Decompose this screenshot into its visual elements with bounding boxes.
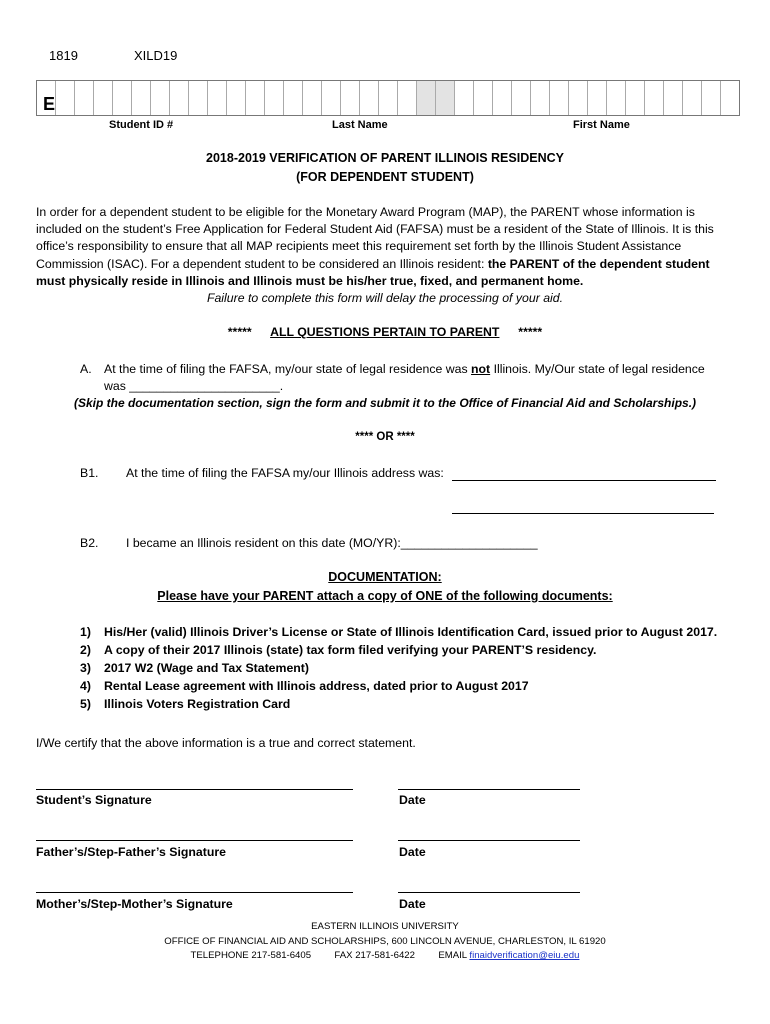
- list-item-text: 2017 W2 (Wage and Tax Statement): [104, 661, 309, 675]
- id-char-box[interactable]: [417, 81, 436, 115]
- id-char-box[interactable]: [208, 81, 227, 115]
- documentation-heading: DOCUMENTATION:: [328, 570, 442, 584]
- list-item: [80, 623, 717, 641]
- questions-banner: [0, 325, 770, 339]
- option-a-text-part1: At the time of filing the FAFSA, my/our state of legal residence was: [104, 362, 472, 376]
- footer-email-link[interactable]: finaidverification@eiu.edu: [469, 950, 580, 961]
- footer-fax: FAX 217-581-6422: [334, 950, 415, 961]
- student-signature-line[interactable]: [36, 789, 353, 790]
- footer-contact: [0, 948, 770, 963]
- intro-bold-requirement: the PARENT of the dependent student must physically reside in Illinois and Illinois must be his/her true, fixed, and permanent home.: [36, 256, 710, 288]
- id-char-box[interactable]: [151, 81, 170, 115]
- list-item-number: 4): [80, 679, 91, 693]
- mother-signature-line[interactable]: [36, 892, 353, 893]
- id-char-box[interactable]: [303, 81, 322, 115]
- option-a-marker: A.: [80, 362, 92, 376]
- documentation-subheading: Please have your PARENT attach a copy of ONE of the following documents:: [157, 589, 613, 603]
- option-b2-marker: B2.: [80, 536, 99, 550]
- or-divider: [0, 431, 770, 443]
- list-item-number: 5): [80, 697, 91, 711]
- id-char-box[interactable]: [436, 81, 455, 115]
- option-a-text: [104, 361, 744, 378]
- list-item-text: His/Her (valid) Illinois Driver’s License or State of Illinois Identification Card, issued prior to August 2017.: [104, 625, 718, 639]
- banner-text: ALL QUESTIONS PERTAIN TO PARENT: [270, 325, 500, 339]
- footer-address: OFFICE OF FINANCIAL AID AND SCHOLARSHIPS, 600 LINCOLN AVENUE, CHARLESTON, IL 61920: [164, 936, 606, 947]
- or-stars-left: ****: [355, 431, 374, 443]
- id-char-box[interactable]: [189, 81, 208, 115]
- id-char-box[interactable]: [455, 81, 474, 115]
- option-a-not: not: [471, 362, 491, 376]
- id-char-box[interactable]: [512, 81, 531, 115]
- id-char-box[interactable]: [531, 81, 550, 115]
- father-date-label: Date: [399, 845, 426, 859]
- option-a-state-field[interactable]: was ______________________.: [104, 379, 284, 393]
- id-char-box[interactable]: [75, 81, 94, 115]
- list-item-number: 1): [80, 625, 91, 639]
- father-signature-line[interactable]: [36, 840, 353, 841]
- id-char-box[interactable]: [569, 81, 588, 115]
- id-prefix-letter: E: [43, 94, 56, 114]
- father-date-line[interactable]: [398, 840, 580, 841]
- id-char-box[interactable]: [322, 81, 341, 115]
- list-item: [80, 641, 717, 659]
- list-item-text: Illinois Voters Registration Card: [104, 697, 291, 711]
- id-char-box[interactable]: [721, 81, 739, 115]
- id-char-box[interactable]: [341, 81, 360, 115]
- list-item-text: A copy of their 2017 Illinois (state) tax form filed verifying your PARENT’S residency.: [104, 643, 597, 657]
- student-id-label: Student ID #: [109, 119, 174, 131]
- id-char-box[interactable]: [265, 81, 284, 115]
- banner-stars-right: *****: [518, 325, 543, 339]
- id-char-box[interactable]: [626, 81, 645, 115]
- id-prefix-box: [37, 81, 56, 115]
- id-char-box[interactable]: [493, 81, 512, 115]
- id-char-box[interactable]: [398, 81, 417, 115]
- id-char-box[interactable]: [550, 81, 569, 115]
- id-char-box[interactable]: [246, 81, 265, 115]
- footer-university: EASTERN ILLINOIS UNIVERSITY: [311, 921, 459, 932]
- id-char-box[interactable]: [607, 81, 626, 115]
- footer-email-label: EMAIL: [438, 950, 467, 961]
- list-item: [80, 695, 717, 713]
- option-a-text-part2: Illinois. My/Our state of legal residence: [490, 362, 705, 376]
- intro-paragraph: [36, 204, 736, 290]
- id-char-box[interactable]: [170, 81, 189, 115]
- list-item: [80, 659, 717, 677]
- banner-stars-left: *****: [227, 325, 252, 339]
- id-char-box[interactable]: [588, 81, 607, 115]
- list-item-text: Rental Lease agreement with Illinois address, dated prior to August 2017: [104, 679, 529, 693]
- id-char-box[interactable]: [284, 81, 303, 115]
- option-b2-text[interactable]: I became an Illinois resident on this date (MO/YR):____________________: [126, 536, 538, 550]
- student-signature-label: Student’s Signature: [36, 793, 152, 807]
- id-char-box[interactable]: [645, 81, 664, 115]
- first-name-label: First Name: [573, 119, 630, 131]
- mother-date-line[interactable]: [398, 892, 580, 893]
- student-id-name-boxes[interactable]: [36, 80, 740, 116]
- form-title: 2018-2019 VERIFICATION OF PARENT ILLINOIS RESIDENCY: [206, 151, 564, 165]
- certification-statement: I/We certify that the above information is a true and correct statement.: [36, 736, 416, 750]
- id-char-box[interactable]: [702, 81, 721, 115]
- id-char-box[interactable]: [379, 81, 398, 115]
- form-code: 1819: [49, 48, 78, 63]
- option-a-skip-note: (Skip the documentation section, sign the form and submit it to the Office of Financial Aid and Scholarships.): [73, 396, 697, 410]
- id-char-box[interactable]: [132, 81, 151, 115]
- intro-text: In order for a dependent student to be eligible for the Monetary Award Program (MAP), the PARENT whose information is included on the student’s Free Application for Federal Student Aid (FAFSA) must be a resident of the State of Illinois. It is this office’s responsibility to ensure that all MAP recipients meet this requirement set forth by the Illinois Student Assistance Commission (ISAC). For a dependent student to be considered an Illinois resident:: [36, 205, 714, 271]
- list-item-number: 3): [80, 661, 91, 675]
- id-char-box[interactable]: [360, 81, 379, 115]
- list-item-number: 2): [80, 643, 91, 657]
- mother-date-label: Date: [399, 897, 426, 911]
- father-signature-label: Father’s/Step-Father’s Signature: [36, 845, 226, 859]
- id-char-box[interactable]: [474, 81, 493, 115]
- id-char-box[interactable]: [683, 81, 702, 115]
- id-char-box[interactable]: [56, 81, 75, 115]
- id-char-box[interactable]: [664, 81, 683, 115]
- student-date-label: Date: [399, 793, 426, 807]
- footer-phone: TELEPHONE 217-581-6405: [190, 950, 312, 961]
- form-id-code: XILD19: [134, 48, 178, 63]
- id-char-box[interactable]: [227, 81, 246, 115]
- address-line-2[interactable]: [452, 513, 714, 514]
- option-b1-marker: B1.: [80, 466, 99, 480]
- or-text: OR: [376, 431, 394, 443]
- address-line-1[interactable]: [452, 480, 716, 481]
- student-date-line[interactable]: [398, 789, 580, 790]
- form-subtitle: (FOR DEPENDENT STUDENT): [296, 170, 474, 184]
- last-name-label: Last Name: [332, 119, 388, 131]
- option-b1-text: At the time of filing the FAFSA my/our Illinois address was:: [126, 466, 444, 480]
- or-stars-right: ****: [396, 431, 415, 443]
- documentation-list: [80, 623, 717, 713]
- id-char-box[interactable]: [113, 81, 132, 115]
- id-char-box[interactable]: [94, 81, 113, 115]
- list-item: [80, 677, 717, 695]
- mother-signature-label: Mother’s/Step-Mother’s Signature: [36, 897, 233, 911]
- delay-warning: Failure to complete this form will delay the processing of your aid.: [206, 291, 564, 305]
